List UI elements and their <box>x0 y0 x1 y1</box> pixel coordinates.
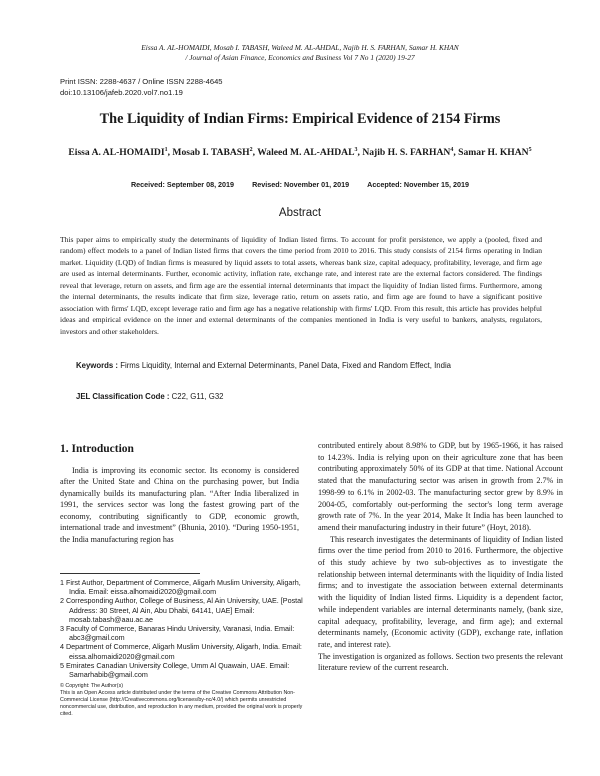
abstract-heading: Abstract <box>278 207 322 219</box>
accepted-date: Accepted: November 15, 2019 <box>367 180 470 189</box>
footnote-2: 2 Corresponding Author, College of Business, Al Ain University, UAE. [Postal Address: 30 Street, Al Ain, Abu Dhabi, 64141, UAE] Email: mosab.tabash@aau.ac.ae <box>60 596 303 624</box>
author-1: Eissa A. AL-HOMAIDI$^1$ <box>68 147 168 159</box>
author-4: Najib H. S. FARHAN$^4$ <box>362 147 454 159</box>
author-5: Samar H. KHAN$^5$ <box>458 147 532 159</box>
author-3: Waleed M. AL-AHDAL$^3$ <box>257 147 358 159</box>
doi-line: doi:10.13106/jafeb.2020.vol7.no1.19 <box>60 87 183 97</box>
paper-title: The Liquidity of Indian Firms: Empirical Evidence of 2154 Firms <box>99 111 501 127</box>
issn-block <box>60 77 223 98</box>
paragraph: India is improving its economic sector. Its economy is considered after the United State and China on the purchasing power, but India dynamically builds its manufacturing plan. “After India liberalized in 1991, the services sector was long the fastest growing part of the economy, contributing significantly to GDP, economic growth, international trade and investment” (Bhunia, 2010). “During 1950-1951, the India manufacturing region has <box>60 466 299 544</box>
keywords-text: Firms Liquidity, Internal and External Determinants, Panel Data, Fixed and Random Effect, India <box>120 361 452 370</box>
footnote-4: 4 Department of Commerce, Aligarh Muslim University, Aligarh, India. Email: eissa.alhomaidi2020@gmail.com <box>60 642 302 661</box>
introduction-column-right <box>318 440 563 674</box>
license-text: This is an Open Access article distributed under the terms of the Creative Commons Attribution Non-Commercial License (http://Creativecommons.org/licenses/by-nc/4.0/) which permits unrestricted noncommercial use, distribution, and reproduction in any medium, provided the original work is properly cited. <box>60 690 303 718</box>
running-header <box>0 43 600 63</box>
keywords-label: Keywords : <box>76 361 119 370</box>
footnote-5: 5 Emirates Canadian University College, Umm Al Quawain, UAE. Email: Samarhabib@gmail.com <box>60 660 290 680</box>
keywords <box>76 361 546 370</box>
section-heading-introduction: 1. Introduction <box>60 443 134 455</box>
introduction-column-left <box>60 465 299 545</box>
author-list: Eissa A. AL-HOMAIDI$^1$, Mosab I. TABASH$^2$, Waleed M. AL-AHDAL$^3$, Najib H. S. FARHAN$^4$, Samar H. KHAN$^5$ <box>68 147 532 159</box>
revised-date: Revised: November 01, 2019 <box>252 180 350 189</box>
paragraph: This research investigates the determinants of liquidity of Indian listed firms over the time period from 2010 to 2016. Furthermore, the objective of this study achieve by two sub-objectives as to investigate the relationship between internal determinants with the liquidity of India listed firms; and to investigate the association between external determinants with the liquidity of Indian listed firms. Liquidity is a dependent factor, while independent variables are internal determinants namely, (bank size, capital adequacy, profitability, leverage, and firm age); and external determinants namely, (Economic activity (GDP), exchange rate, inflation rate, and interest rate). <box>318 534 563 649</box>
footnote-3: 3 Faculty of Commerce, Banaras Hindu University, Varanasi, India. Email: abc3@gmail.com <box>60 624 295 643</box>
jel-label: JEL Classification Code : <box>76 392 170 401</box>
paragraph: The investigation is organized as follows. Section two presents the relevant literature review of the current research. <box>318 651 563 673</box>
received-date: Received: September 08, 2019 <box>130 180 235 189</box>
running-header-journal: / Journal of Asian Finance, Economics and Business Vol 7 No 1 (2020) 19-27 <box>185 53 415 62</box>
running-header-authors: Eissa A. AL-HOMAIDI, Mosab I. TABASH, Waleed M. AL-AHDAL, Najib H. S. FARHAN, Samar H. KHAN <box>141 43 459 52</box>
paragraph: contributed entirely about 8.98% to GDP, but by 1965-1966, it has raised to 14.23%. India is relying upon on their agriculture zone that has been contributing approximately 50% of its GDP at that time. National Account stated that the manufacturing sector was arisen in growth from 2.7% in 1998-99 to 6.1% in 2002-03. The manufacturing sector grew by 8.9% in 2004-05, comfortably out-performing the sector's long term average growth rate of 7%. In the year 2014, Make It India has been launched to amend their manufacturing industry in their future” (Hoyt, 2018). <box>318 441 563 532</box>
copyright-notice <box>60 683 305 718</box>
footnote-1: 1 First Author, Department of Commerce, Aligarh Muslim University, Aligarh, India. Email: eissa.alhomaidi2020@gmail.com <box>60 578 301 597</box>
author-2: Mosab I. TABASH$^2$ <box>172 147 253 159</box>
issn-line: Print ISSN: 2288-4637 / Online ISSN 2288-4645 <box>60 77 223 86</box>
footnote-divider <box>60 573 200 574</box>
jel-codes: C22, G11, G32 <box>171 392 224 401</box>
copyright-line: © Copyright: The Author(s) <box>60 683 123 689</box>
footnotes <box>60 578 305 679</box>
abstract-text: This paper aims to empirically study the determinants of liquidity of Indian listed firms. To account for profit persistence, we apply a (pooled, fixed and random) effect models to a panel of Indian listed firms that covers the time period from 2010 to 2016. This study consists of 2154 firms operating in Indian market. Liquidity (LQD) of Indian firms is measured by liquid assets to total assets, whereas bank size, capital adequacy, profitability, leverage, and firm age are used as internal determinants. Further, economic activity, inflation rate, exchange rate, and interest rate are the external factors considered. The findings reveal that leverage, return on assets, and firm age are the essential internal determinants that impact the liquidity of Indian listed firms. Furthermore, among the internal determinants, the results indicate that firm size, leverage ratio, return on assets ratio, and firm age are found to have a significant positive association with firms' LQD, except leverage ratio and firm age has a negative relationship with firms' LQD. From this result, this article has provides helpful ideas and empirical evidence on the inner and external determinants of the companies mentioned in India is very useful to bankers, analysts, regulators, investors and other stakeholders. <box>60 235 542 336</box>
submission-dates <box>0 180 600 189</box>
jel-classification <box>76 392 546 401</box>
